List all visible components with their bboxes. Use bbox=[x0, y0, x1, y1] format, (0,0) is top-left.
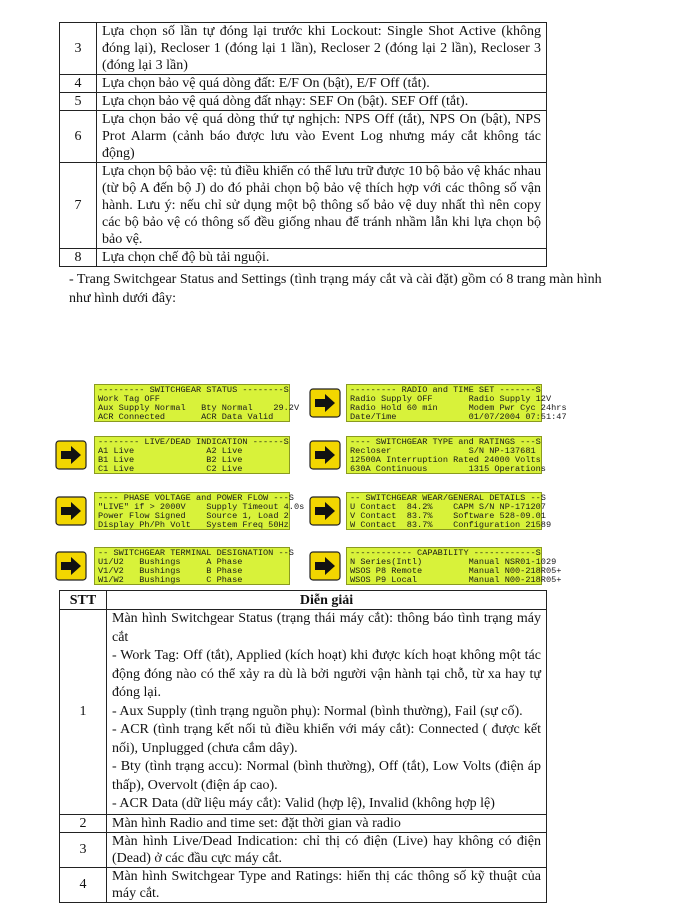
paragraph-line-2: như hình dưới đây: bbox=[69, 291, 176, 306]
lcd-line: Display Ph/Ph Volt System Freq 50Hz bbox=[98, 520, 289, 530]
table-row bbox=[60, 832, 547, 867]
row-text bbox=[107, 610, 547, 815]
lcd-line: ACR Connected ACR Data Valid bbox=[98, 412, 274, 422]
table-row bbox=[60, 610, 547, 815]
row-number: 1 bbox=[60, 610, 107, 815]
lcd-title: --------- SWITCHGEAR STATUS --------S bbox=[98, 385, 289, 395]
lcd-title: -- SWITCHGEAR WEAR/GENERAL DETAILS --S bbox=[350, 493, 546, 503]
table-row bbox=[60, 867, 547, 902]
row-line: - ACR (tình trạng kết nối tủ điều khiển với máy cắt): Connected ( được kết nối), Unplugged (chưa cắm dây). bbox=[112, 722, 541, 756]
table-row bbox=[60, 814, 547, 832]
lcd-line: Radio Hold 60 min Modem Pwr Cyc 24hrs bbox=[350, 403, 567, 413]
lcd-line: 630A Continuous 1315 Operations bbox=[350, 464, 546, 474]
lcd-title: ---- PHASE VOLTAGE and POWER FLOW ---S bbox=[98, 493, 294, 503]
row-text: Màn hình Radio and time set: đặt thời gian và radio bbox=[107, 814, 547, 832]
arrow-right-icon bbox=[310, 497, 340, 525]
row-text: Màn hình Live/Dead Indication: chỉ thị có điện (Live) hay không có điện (Dead) ở các đầu cực máy cắt. bbox=[107, 832, 547, 867]
row-line: - ACR Data (dữ liệu máy cắt): Valid (hợp lệ), Invalid (không hợp lệ) bbox=[112, 796, 495, 811]
table-row bbox=[60, 163, 547, 249]
lcd-line: V Contact 83.7% Software 528-09.01 bbox=[350, 511, 546, 521]
lcd-line: Radio Supply OFF Radio Supply 12V bbox=[350, 394, 552, 404]
row-text: Lựa chọn chế độ bù tải nguội. bbox=[97, 249, 547, 267]
lcd-screen bbox=[94, 436, 290, 474]
intro-paragraph bbox=[69, 270, 649, 308]
lcd-line: Work Tag OFF bbox=[98, 394, 160, 404]
table-header-row bbox=[60, 591, 547, 610]
lcd-line: C1 Live C2 Live bbox=[98, 464, 243, 474]
arrow-right-icon bbox=[56, 497, 86, 525]
row-number: 8 bbox=[60, 249, 97, 267]
row-number: 4 bbox=[60, 867, 107, 902]
row-number: 2 bbox=[60, 814, 107, 832]
lcd-line: "LIVE" if > 2000V Supply Timeout 4.0s bbox=[98, 502, 305, 512]
lcd-line: W Contact 83.7% Configuration 21589 bbox=[350, 520, 552, 530]
lcd-title: ---- SWITCHGEAR TYPE and RATINGS ---S bbox=[350, 437, 541, 447]
lcd-line: Recloser S/N NP-137681 bbox=[350, 446, 536, 456]
table-row bbox=[60, 75, 547, 93]
lcd-title: -- SWITCHGEAR TERMINAL DESIGNATION --S bbox=[98, 548, 294, 558]
table-row bbox=[60, 23, 547, 75]
row-line: - Work Tag: Off (tắt), Applied (kích hoạt) khi được kích hoạt không một tác động đóng nào có thể xảy ra dù là bởi người vận hành tại chỗ, từ xa hay tự đóng lại. bbox=[112, 648, 541, 700]
lcd-screen bbox=[346, 547, 562, 585]
lcd-title: ------------ CAPABILITY ------------S bbox=[350, 548, 541, 558]
arrow-right-icon bbox=[56, 441, 86, 469]
arrow-right-icon bbox=[310, 389, 340, 417]
row-number: 3 bbox=[60, 23, 97, 75]
lcd-line: N Series(Intl) Manual NSR01-1029 bbox=[350, 557, 557, 567]
lcd-line: B1 Live B2 Live bbox=[98, 455, 243, 465]
lcd-line: U Contact 84.2% CAPM S/N NP-171207 bbox=[350, 502, 546, 512]
arrow-right-icon bbox=[310, 552, 340, 580]
lcd-line: WSOS P8 Remote Manual N00-218R05+ bbox=[350, 566, 562, 576]
paragraph-line-1: - Trang Switchgear Status and Settings (tình trạng máy cắt và cài đặt) gồm có 8 trang màn hình bbox=[69, 272, 602, 287]
lcd-title: -------- LIVE/DEAD INDICATION ------S bbox=[98, 437, 289, 447]
lcd-screen bbox=[94, 547, 294, 585]
row-text: Màn hình Switchgear Type and Ratings: hiển thị các thông số kỹ thuật của máy cắt. bbox=[107, 867, 547, 902]
lcd-line: 12500A Interruption Rated 24000 Volts bbox=[350, 455, 541, 465]
lcd-title: --------- RADIO and TIME SET -------S bbox=[350, 385, 541, 395]
row-line: - Aux Supply (tình trạng nguồn phụ): Normal (bình thường), Fail (sự cố). bbox=[112, 703, 523, 719]
row-text: Lựa chọn bộ bảo vệ: tủ điều khiển có thể lưu trữ được 10 bộ bảo vệ khác nhau (từ bộ A đến bộ J) do đó phải chọn bộ bảo vệ thích hợp với các thông số vận hành. Lưu ý: nếu chỉ sử dụng một bộ thông số bảo vệ duy nhất thì nên copy các bộ bảo vệ có thông số đều giống nhau để tránh nhầm lẫn khi lựa chọn bộ bảo vệ. bbox=[97, 163, 547, 249]
row-text: Lựa chọn số lần tự đóng lại trước khi Lockout: Single Shot Active (không đóng lại), Recloser 1 (đóng lại 1 lần), Recloser 2 (đóng lại 2 lần), Recloser 3 (đóng lại 3 lần) bbox=[97, 23, 547, 75]
lcd-line: V1/V2 Bushings B Phase bbox=[98, 566, 243, 576]
row-text: Lựa chọn bảo vệ quá dòng thứ tự nghịch: NPS Off (tắt), NPS On (bật), NPS Prot Alarm (cảnh báo được lưu vào Event Log nhưng máy cắt không tác động) bbox=[97, 111, 547, 163]
table-row bbox=[60, 249, 547, 267]
lcd-screen bbox=[346, 492, 552, 530]
header-stt: STT bbox=[60, 591, 107, 610]
row-number: 5 bbox=[60, 93, 97, 111]
lcd-line: A1 Live A2 Live bbox=[98, 446, 243, 456]
arrow-right-icon bbox=[56, 552, 86, 580]
lcd-line: W1/W2 Bushings C Phase bbox=[98, 575, 243, 585]
row-number: 7 bbox=[60, 163, 97, 249]
lcd-line: Date/Time 01/07/2004 07:51:47 bbox=[350, 412, 567, 422]
row-text: Lựa chọn bảo vệ quá dòng đất nhạy: SEF On (bật). SEF Off (tắt). bbox=[97, 93, 547, 111]
lcd-screen bbox=[346, 384, 567, 422]
table-row bbox=[60, 111, 547, 163]
arrow-right-icon bbox=[310, 441, 340, 469]
description-table bbox=[59, 590, 547, 903]
lcd-line: Aux Supply Normal Bty Normal 29.2V bbox=[98, 403, 300, 413]
row-number: 6 bbox=[60, 111, 97, 163]
row-number: 4 bbox=[60, 75, 97, 93]
lcd-screen bbox=[94, 492, 305, 530]
row-text: Lựa chọn bảo vệ quá dòng đất: E/F On (bật), E/F Off (tắt). bbox=[97, 75, 547, 93]
lcd-line: WSOS P9 Local Manual N00-218R05+ bbox=[350, 575, 562, 585]
row-line: Màn hình Switchgear Status (trạng thái máy cắt): thông báo tình trạng máy cắt bbox=[112, 611, 541, 645]
row-line: - Bty (tình trạng accu): Normal (bình thường), Off (tắt), Low Volts (điện áp thấp), Overvolt (điện áp cao). bbox=[112, 759, 541, 793]
lcd-screen bbox=[94, 384, 300, 422]
lcd-line: U1/U2 Bushings A Phase bbox=[98, 557, 243, 567]
header-description: Diễn giải bbox=[107, 591, 547, 610]
row-number: 3 bbox=[60, 832, 107, 867]
settings-table bbox=[59, 22, 547, 267]
lcd-screen bbox=[346, 436, 546, 474]
lcd-line: Power Flow Signed Source 1, Load 2 bbox=[98, 511, 289, 521]
table-row bbox=[60, 93, 547, 111]
